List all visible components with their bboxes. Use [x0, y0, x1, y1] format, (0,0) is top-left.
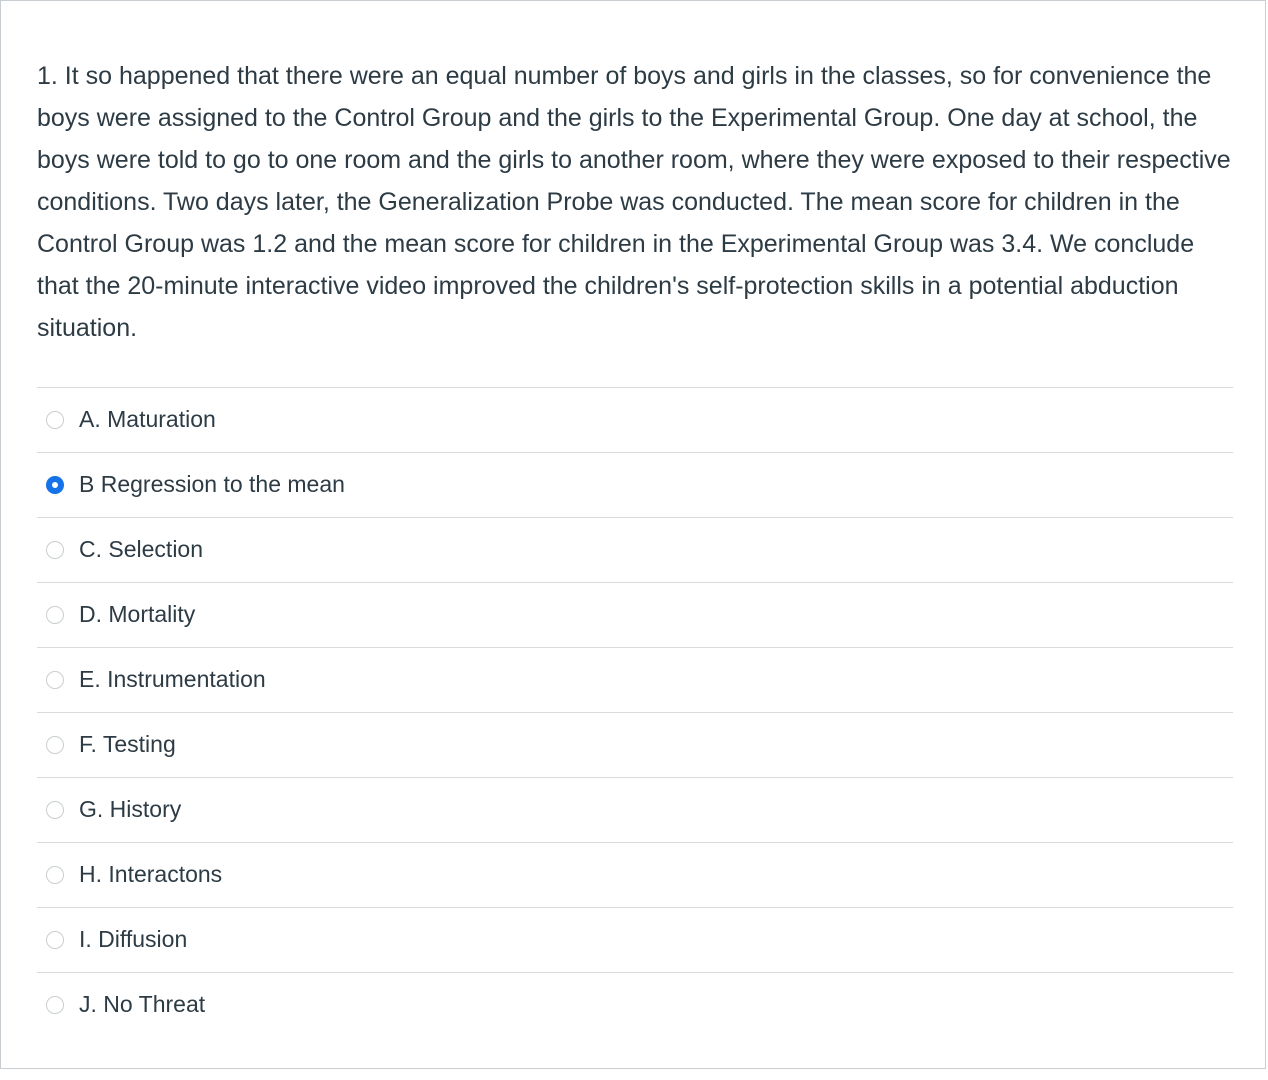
radio-button-b[interactable]: [46, 476, 64, 494]
radio-button-a[interactable]: [46, 411, 64, 429]
answer-label-d: D. Mortality: [79, 601, 196, 627]
answer-label-j: J. No Threat: [79, 991, 206, 1017]
answer-label-b: B Regression to the mean: [79, 471, 345, 497]
radio-button-c[interactable]: [46, 541, 64, 559]
answer-option-g[interactable]: [37, 777, 1233, 842]
answer-option-i[interactable]: [37, 907, 1233, 972]
answer-option-c[interactable]: [37, 517, 1233, 582]
answer-label-g: G. History: [79, 796, 182, 822]
radio-button-h[interactable]: [46, 866, 64, 884]
radio-button-g[interactable]: [46, 801, 64, 819]
radio-button-e[interactable]: [46, 671, 64, 689]
answer-label-f: F. Testing: [79, 731, 176, 757]
answer-option-d[interactable]: [37, 582, 1233, 647]
answer-label-e: E. Instrumentation: [79, 666, 266, 692]
answer-option-b[interactable]: [37, 452, 1233, 517]
radio-button-j[interactable]: [46, 996, 64, 1014]
question-text: 1. It so happened that there were an equal number of boys and girls in the classes, so for convenience the boys were assigned to the Control Group and the girls to the Experimental Group. One day at school, the boys were told to go to one room and the girls to another room, where they were exposed to their respective conditions. Two days later, the Generalization Probe was conducted. The mean score for children in the Control Group was 1.2 and the mean score for children in the Experimental Group was 3.4. We conclude that the 20-minute interactive video improved the children's self-protection skills in a potential abduction situation.: [37, 62, 1231, 342]
answer-option-f[interactable]: [37, 712, 1233, 777]
answer-option-a[interactable]: [37, 387, 1233, 452]
radio-button-i[interactable]: [46, 931, 64, 949]
radio-button-f[interactable]: [46, 736, 64, 754]
answer-label-i: I. Diffusion: [79, 926, 188, 952]
answer-label-a: A. Maturation: [79, 406, 216, 432]
answer-option-j[interactable]: [37, 972, 1233, 1037]
answer-label-c: C. Selection: [79, 536, 204, 562]
answer-option-e[interactable]: [37, 647, 1233, 712]
answer-list: [37, 387, 1233, 1037]
radio-button-d[interactable]: [46, 606, 64, 624]
answer-label-h: H. Interactons: [79, 861, 223, 887]
answer-option-h[interactable]: [37, 842, 1233, 907]
